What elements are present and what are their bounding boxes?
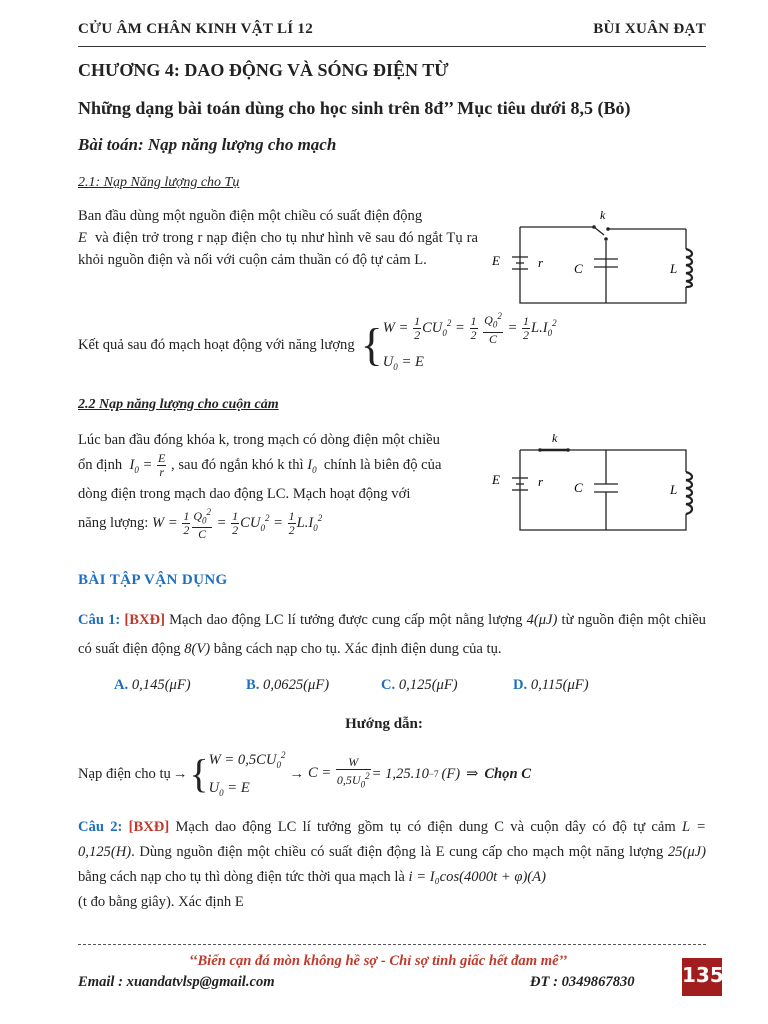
section1-paragraph: Ban đầu dùng một nguồn điện một chiều có suất điện động E và điện trở trong r nạp điện cho tụ như hình vẽ sau đó ngắt Tụ ra khỏi nguồn điện và nối với cuộn cảm thuần có độ tự cảm L.: [78, 208, 479, 268]
svg-text:C: C: [574, 261, 583, 276]
chapter-title: CHƯƠNG 4: DAO ĐỘNG VÀ SÓNG ĐIỆN TỪ: [78, 60, 449, 80]
footer-email: Email : xuandatvlsp@gmail.com: [78, 974, 275, 990]
option-c: C. 0,125(μF): [381, 677, 458, 693]
svg-text:E: E: [492, 472, 500, 487]
subtitle: Những dạng bài toán dùng cho học sinh trên 8đ’’ Mục tiêu dưới 8,5 (Bỏ): [78, 98, 631, 118]
option-b: B. 0,0625(μF): [246, 677, 330, 693]
page-number: 135: [682, 958, 722, 996]
guide-formula: Nạp điện cho tụ → { $W = 0,5CU_0^2$ $U_0 = E$ → C = $\frac{W}{0,5U_0^2}$ = 1,25.10 −7 (F) ⇒ Chọn C: [78, 749, 531, 799]
question-2: Câu 2: [BXĐ] Mạch dao động LC lí tưởng gồm tụ có điện dung C và cuộn dây có độ tự cảm L = 0,125(H). Dùng nguồn điện một chiều có suất điện động là E cung cấp cho mạch một năng lượng 25(μJ) bằng cách nạp cho tụ thì dòng điện tức thời qua mạch là i = I₀cos(4000t + φ)(A) (t đo bằng giây). Xác định E: [78, 819, 706, 910]
svg-text:r: r: [538, 255, 544, 270]
svg-text:E: E: [492, 253, 500, 268]
footer-divider: [78, 944, 706, 945]
option-d: D. 0,115(μF): [513, 677, 589, 693]
energy-formula-row: Kết quả sau đó mạch hoạt động với năng lượng { W = $\frac{1}{2}$ $CU_0^2$ = $\frac{1}{2}$ $\frac{Q_0^2}{C}$ = $\frac{1}{2}$ $L.I_0^2$ $U_0 = E$: [78, 311, 557, 373]
svg-text:L: L: [670, 261, 678, 276]
circuit-diagram-capacitor: [488, 205, 703, 310]
svg-text:L: L: [670, 482, 678, 497]
svg-text:r: r: [538, 474, 544, 489]
svg-text:C: C: [574, 480, 583, 495]
header-divider: [78, 46, 706, 47]
circuit-diagram-inductor: [488, 428, 703, 533]
switch-label: k: [600, 208, 606, 222]
svg-text:k: k: [552, 431, 558, 445]
footer-quote: ‘‘Biển cạn đá mòn không hề sợ - Chỉ sợ tỉnh giấc hết đam mê’’: [188, 953, 568, 969]
header-right: BÙI XUÂN ĐẠT: [593, 21, 706, 37]
header-left: CỬU ÂM CHÂN KINH VẬT LÍ 12: [78, 21, 314, 37]
topic-title: Bài toán: Nạp năng lượng cho mạch: [78, 135, 337, 154]
option-a: A. 0,145(μF): [114, 677, 191, 693]
exercise-title: BÀI TẬP VẬN DỤNG: [78, 572, 228, 588]
section2-paragraph: Lúc ban đầu đóng khóa k, trong mạch có dòng điện một chiều ổn định $I_0$ = $\frac{E}{r}$ , sau đó ngắn khó k thì $I_0$ chính là biên độ của dòng điện trong mạch dao động LC. Mạch hoạt động với năng lượng: W = $\frac{1}{2}$ $\frac{Q_0^2}{C}$ = $\frac{1}{2}$ $CU_0^2$ = $\frac{1}{2}$ $L.I_0^2$: [78, 432, 442, 542]
section2-heading: 2.2 Nạp năng lượng cho cuộn cảm: [78, 397, 279, 412]
guide-title: Hướng dẫn:: [345, 716, 423, 732]
section1-heading: 2.1: Nạp Năng lượng cho Tụ: [78, 175, 240, 190]
emf-symbol: E: [78, 230, 87, 246]
question-1: Câu 1: [BXĐ] Mạch dao động LC lí tưởng được cung cấp một nằng lượng 4(μJ) từ nguồn điện một chiều có suất điện động 8(V) bằng cách nạp cho tụ. Xác định điện dung của tụ.: [78, 612, 706, 657]
footer-phone: ĐT : 0349867830: [530, 974, 635, 990]
